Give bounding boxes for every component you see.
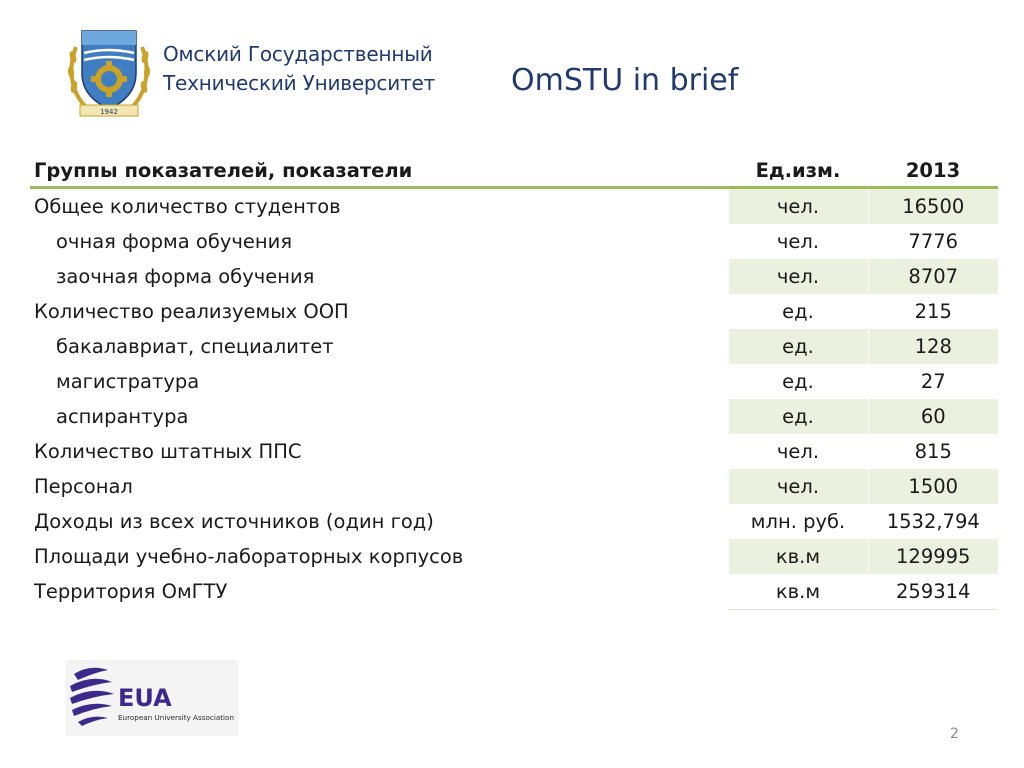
row-value: 128 <box>868 329 998 364</box>
table-row <box>30 504 998 539</box>
row-value: 815 <box>868 434 998 469</box>
table-row <box>30 259 998 294</box>
row-value: 16500 <box>868 188 998 225</box>
row-value: 215 <box>868 294 998 329</box>
table-row <box>30 364 998 399</box>
row-unit: кв.м <box>728 574 868 610</box>
row-name: магистратура <box>56 370 200 393</box>
table-row <box>30 469 998 504</box>
row-name: Доходы из всех источников (один год) <box>34 510 434 533</box>
row-name: Территория ОмГТУ <box>34 580 228 604</box>
row-name: бакалавриат, специалитет <box>56 335 334 358</box>
eua-full-name: European University Association <box>118 713 234 722</box>
omstu-crest-logo <box>66 27 152 119</box>
row-unit: ед. <box>728 329 868 364</box>
row-unit: кв.м <box>728 539 868 574</box>
row-unit: чел. <box>728 434 868 469</box>
row-name: Персонал <box>34 475 133 498</box>
table-row <box>30 539 998 574</box>
row-value: 129995 <box>868 539 998 574</box>
indicators-table <box>30 154 998 610</box>
slide-title: OmSTU in brief <box>511 63 739 98</box>
row-unit: ед. <box>728 364 868 399</box>
header-unit: Ед.изм. <box>728 154 868 188</box>
table-row <box>30 329 998 364</box>
header-year: 2013 <box>868 154 998 188</box>
university-name <box>163 40 435 98</box>
row-name: Количество реализуемых ООП <box>34 300 349 323</box>
row-unit: млн. руб. <box>728 504 868 539</box>
university-name-line-1: Омский Государственный <box>163 42 433 66</box>
row-unit: чел. <box>728 469 868 504</box>
table-header-row <box>30 154 998 188</box>
header-indicators: Группы показателей, показатели <box>30 154 728 188</box>
row-unit: чел. <box>728 188 868 225</box>
row-name: очная форма обучения <box>56 230 293 253</box>
eua-abbreviation: EUA <box>118 684 172 712</box>
table-row <box>30 399 998 434</box>
eua-logo <box>66 660 238 736</box>
row-name: Общее количество студентов <box>34 195 341 218</box>
page-number: 2 <box>950 726 959 742</box>
table-row <box>30 434 998 469</box>
table-row <box>30 574 998 610</box>
row-value: 1532,794 <box>868 504 998 539</box>
row-value: 259314 <box>868 574 998 610</box>
eua-globe-icon <box>70 668 114 726</box>
row-name: заочная форма обучения <box>56 265 315 288</box>
table-row <box>30 224 998 259</box>
row-name: Количество штатных ППС <box>34 440 302 463</box>
row-value: 60 <box>868 399 998 434</box>
row-name: Площади учебно-лабораторных корпусов <box>34 545 464 568</box>
row-unit: ед. <box>728 294 868 329</box>
row-name: аспирантура <box>56 405 189 428</box>
crest-year: 1942 <box>100 108 118 116</box>
row-value: 1500 <box>868 469 998 504</box>
table-row <box>30 188 998 225</box>
row-unit: чел. <box>728 259 868 294</box>
university-name-line-2: Технический Университет <box>163 71 436 95</box>
row-unit: ед. <box>728 399 868 434</box>
row-value: 27 <box>868 364 998 399</box>
row-value: 8707 <box>868 259 998 294</box>
row-value: 7776 <box>868 224 998 259</box>
row-unit: чел. <box>728 224 868 259</box>
table-row <box>30 294 998 329</box>
